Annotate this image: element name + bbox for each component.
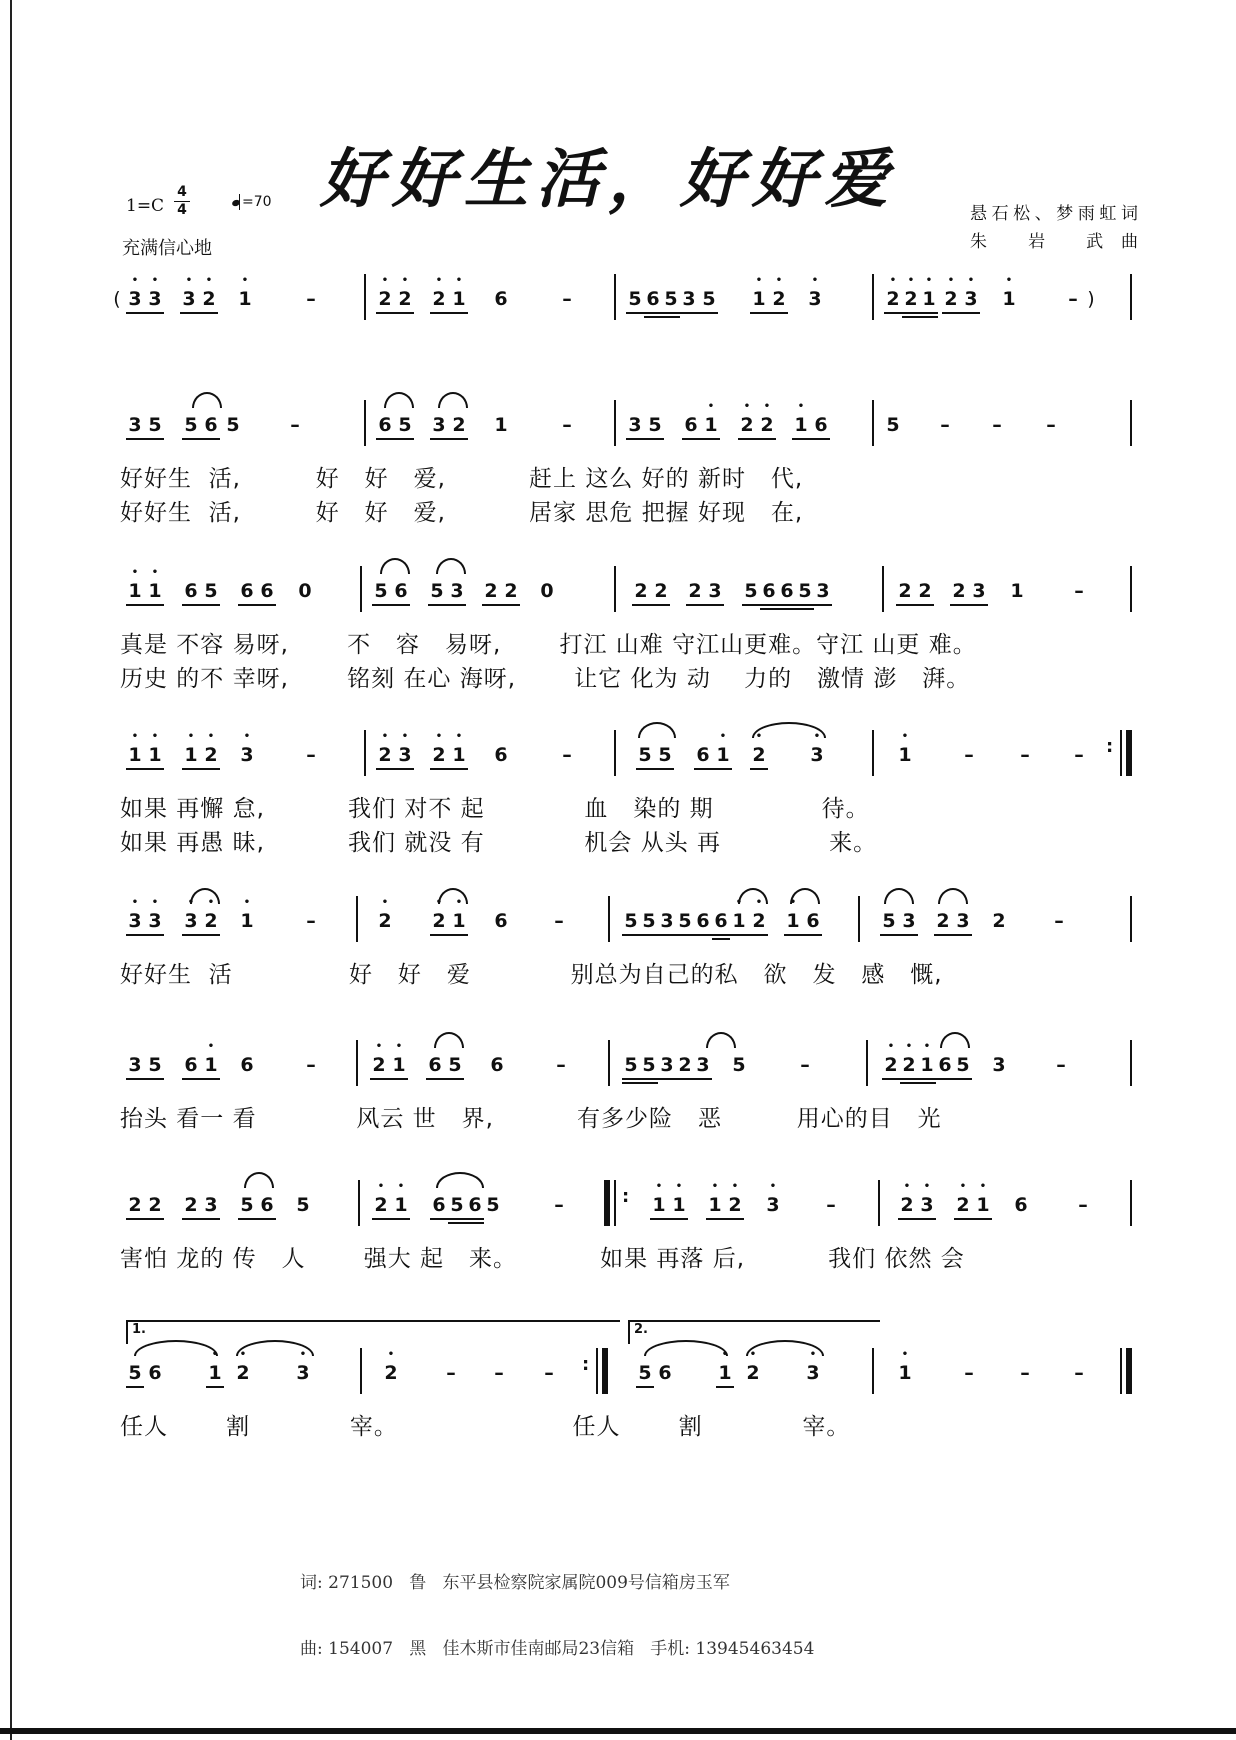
staff-system-4: • 1 • 1 • 1 • 2 • 3 – • 2 • 3 • 2 • 1 6 – 5 5 6 • 1 • 2 • 3 • 1 – – – : bbox=[120, 744, 1140, 784]
footer-lyricist-contact: 词: 271500 鲁 东平县检察院家属院009号信箱房玉军 bbox=[300, 1573, 730, 1593]
key-signature: 1=C bbox=[126, 196, 165, 216]
lyric-line-8: 任人 割 宰。 任人 割 宰。 bbox=[120, 1414, 851, 1440]
song-title: 好好生活，好好爱 bbox=[320, 142, 896, 217]
lyric-line-2a: 好好生 活, 好 好 爱, 赶上 这么 好的 新时 代, bbox=[120, 466, 804, 492]
lyric-line-4a: 如果 再懈 怠, 我们 对不 起 血 染的 期 待。 bbox=[120, 796, 870, 822]
staff-system-2: 3 5 5 6 5 – 6 5 3 2 1 – 3 5 6 • 1 • 2 • 2 • 1 6 5 – – – bbox=[120, 414, 1140, 454]
second-ending-bracket: 2. bbox=[628, 1320, 880, 1344]
contact-footer bbox=[300, 1528, 814, 1682]
lyric-line-4b: 如果 再愚 昧, 我们 就没 有 机会 从头 再 来。 bbox=[120, 830, 878, 856]
scan-edge bbox=[0, 1728, 1236, 1734]
first-ending-bracket: 1. bbox=[126, 1320, 620, 1344]
time-top: 4 bbox=[177, 184, 187, 200]
footer-composer-contact: 曲: 154007 黑 佳木斯市佳南邮局23信箱 手机: 13945463454 bbox=[300, 1639, 815, 1659]
time-signature bbox=[174, 184, 190, 219]
lyric-line-7: 害怕 龙的 传 人 强大 起 来。 如果 再落 后, 我们 依然 会 bbox=[120, 1246, 965, 1272]
lyric-line-5: 好好生 活 好 好 爱 别总为自己的私 欲 发 感 慨, bbox=[120, 962, 943, 988]
page-edge bbox=[10, 0, 12, 1740]
staff-system-5: • 3 • 3 • 3 • 2 • 1 – • 2 • 2 • 1 6 – 5 5 3 5 6 6 • 1 • 2 • 1 6 5 3 2 3 2 – bbox=[120, 910, 1140, 950]
lyric-line-3a: 真是 不容 易呀, 不 容 易呀, 打江 山难 守江山更难。守江 山更 难。 bbox=[120, 632, 977, 658]
lyricist: 悬石松、梦雨虹词 bbox=[970, 204, 1138, 224]
lyric-line-3b: 历史 的不 幸呀, 铭刻 在心 海呀, 让它 化为 动 力的 激情 澎 湃。 bbox=[120, 666, 971, 692]
staff-system-8: 5 6 • 1 • 2 • 3 • 2 – – – : 5 6 • 1 • 2 • 3 • 1 – – – bbox=[120, 1362, 1140, 1402]
staff-system-3: • 1 • 1 6 5 6 6 0 5 6 5 3 2 2 0 2 2 2 3 5 6 6 5 3 2 2 2 3 1 – bbox=[120, 580, 1140, 620]
credits bbox=[970, 200, 1138, 256]
lyric-line-2b: 好好生 活, 好 好 爱, 居家 思危 把握 好现 在, bbox=[120, 500, 804, 526]
tempo-mark: =70 bbox=[232, 194, 272, 210]
expression-mark: 充满信心地 bbox=[122, 238, 212, 259]
staff-system-7: 2 2 2 3 5 6 5 • 2 • 1 6 5 6 5 – : • 1 • 1 • 1 • 2 • 3 – • 2 • 3 • 2 • 1 6 – bbox=[120, 1194, 1140, 1234]
staff-system-6: 3 5 6 • 1 6 – • 2 • 1 6 5 6 – 5 5 3 2 3 5 – • 2 • 2 • 1 6 5 3 – bbox=[120, 1054, 1140, 1094]
time-bottom: 4 bbox=[177, 202, 187, 218]
lyric-line-6: 抬头 看一 看 风云 世 界, 有多少险 恶 用心的目 光 bbox=[120, 1106, 942, 1132]
composer: 朱 岩 武曲 bbox=[970, 232, 1138, 252]
staff-system-1: ( • 3 • 3 • 3 • 2 • 1 – • 2 • 2 • 2 • 1 6 – 5 6 5 3 5 • 1 • 2 • 3 • 2 • 2 • 1 • 2 • 3 • 1 – ) bbox=[120, 288, 1140, 328]
